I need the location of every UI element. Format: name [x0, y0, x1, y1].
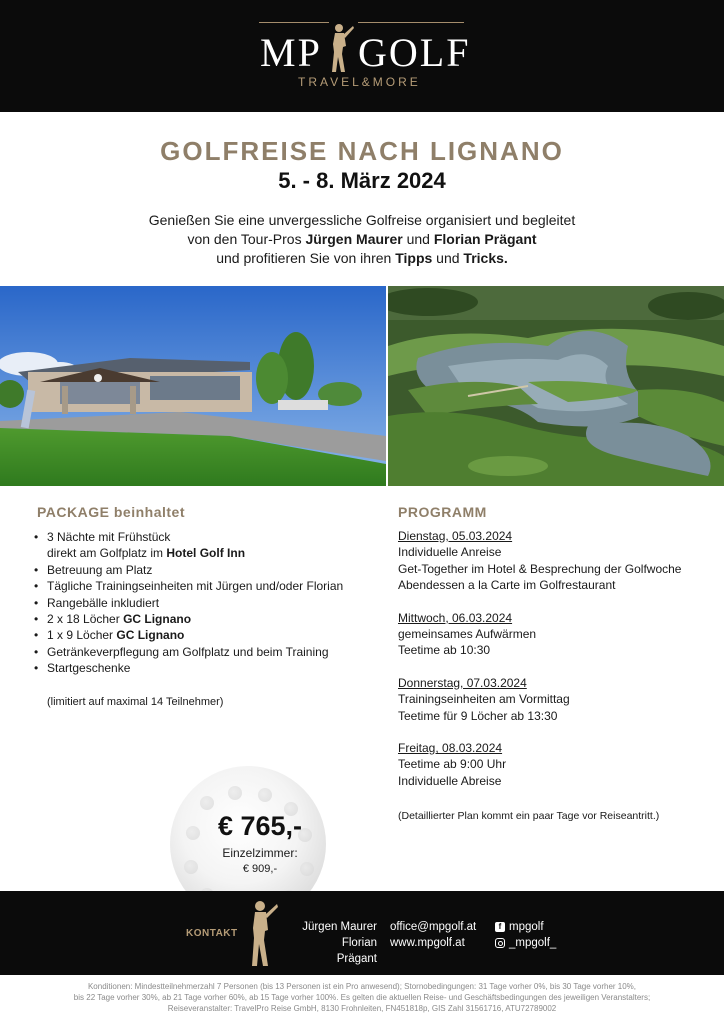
program-day — [398, 610, 718, 659]
logo-text-golf: GOLF — [358, 30, 471, 75]
program-day-date: Freitag, 08.03.2024 — [398, 741, 503, 756]
participant-limit: (limitiert auf maximal 14 Teilnehmer) — [47, 696, 224, 708]
program-day — [398, 528, 718, 594]
program-line: gemeinsames Aufwärmen — [398, 627, 537, 642]
facebook-link[interactable] — [495, 919, 556, 935]
instagram-handle: _mpgolf_ — [509, 937, 557, 949]
package-item — [33, 627, 373, 643]
package-item: • Betreuung am Platz — [33, 562, 373, 578]
contact-label: KONTAKT — [186, 928, 238, 939]
intro-text-part: und profitieren Sie von ihren — [216, 250, 396, 266]
program-day-date: Dienstag, 05.03.2024 — [398, 529, 513, 543]
logo-divider-right — [358, 22, 464, 23]
package-list — [33, 529, 373, 677]
contact-name-1: Jürgen Maurer — [302, 921, 377, 933]
intro-bold-tricks: Tricks. — [463, 250, 508, 266]
package-item: • Tägliche Trainingseinheiten mit Jürgen und/oder Florian — [33, 578, 373, 594]
intro-line-3 — [0, 249, 724, 268]
program-line: Teetime ab 10:30 — [398, 643, 491, 658]
trip-date: 5. - 8. März 2024 — [278, 168, 446, 193]
single-room-price: € 909,- — [242, 863, 278, 875]
single-room-label: Einzelzimmer: — [222, 846, 298, 860]
email-link[interactable]: office@mpgolf.at — [390, 921, 477, 933]
package-item-text: direkt am Golfplatz im — [47, 546, 167, 561]
package-item — [33, 611, 373, 627]
intro-bold-tipps: Tipps — [395, 250, 433, 266]
program-list — [398, 528, 718, 805]
program-day-date: Donnerstag, 07.03.2024 — [398, 675, 527, 690]
ball-dimple — [258, 788, 272, 802]
pro-name-2: Florian Prägant — [433, 231, 537, 247]
program-line: Teetime für 9 Löcher ab 13:30 — [398, 708, 558, 723]
website-link[interactable]: www.mpgolf.at — [390, 937, 465, 949]
logo-divider-left — [259, 22, 329, 23]
program-line: Get-Together im Hotel & Besprechung der Golfwoche — [398, 561, 682, 576]
ball-dimple — [200, 796, 214, 810]
golfer-footer-icon — [245, 898, 279, 968]
intro-text-part: und — [402, 231, 434, 247]
package-item-text: 2 x 18 Löcher — [47, 612, 124, 627]
price-main: € 765,- — [217, 811, 303, 841]
package-item — [33, 529, 373, 562]
hotel-name: Hotel Golf Inn — [166, 546, 246, 561]
golf-course-aerial-photo — [388, 286, 724, 486]
intro-text-part: von den Tour-Pros — [187, 231, 306, 247]
program-day — [398, 740, 718, 789]
conditions-line: bis 22 Tage vorher 30%, ab 21 Tage vorher 60%, ab 15 Tage vorher 100%. Es gelten die aktuellen Reise- und Geschäftsbedingungen des jeweiligen Veranstalters; — [73, 993, 651, 1002]
facebook-icon: f — [495, 922, 505, 932]
program-line: Individuelle Anreise — [398, 545, 502, 560]
package-item: • Getränkeverpflegung am Golfplatz und beim Training — [33, 644, 373, 660]
intro-text-part: und — [432, 250, 464, 266]
contact-name-2: Florian Prägant — [336, 937, 377, 965]
clubhouse-photo — [0, 286, 386, 486]
program-line: Teetime ab 9:00 Uhr — [398, 757, 507, 772]
package-item-text: 3 Nächte mit Frühstück — [47, 530, 171, 544]
package-item: • Startgeschenke — [33, 660, 373, 676]
program-line: Abendessen a la Carte im Golfrestaurant — [398, 578, 616, 593]
program-line: Individuelle Abreise — [398, 773, 502, 788]
package-item: • Rangebälle inkludiert — [33, 595, 373, 611]
course-name: GC Lignano — [123, 612, 192, 627]
logo-tagline: TRAVEL&MORE — [298, 75, 421, 89]
conditions-line: Konditionen: Mindestteilnehmerzahl 7 Personen (bis 13 Personen ist ein Pro anwesend); Stornobedingungen: 31 Tage vorher 0%, bis 30 Tage vorher 10%, — [87, 982, 637, 991]
conditions-text — [20, 981, 704, 1014]
package-heading: PACKAGE beinhaltet — [37, 504, 185, 520]
contact-names — [299, 919, 377, 967]
page-title: GOLFREISE NACH LIGNANO — [160, 136, 564, 166]
intro-text — [0, 211, 724, 268]
package-item-subline — [47, 545, 373, 561]
header-bar — [0, 0, 724, 112]
intro-line-1: Genießen Sie eine unvergessliche Golfreise organisiert und begleitet — [148, 212, 576, 228]
instagram-icon — [495, 938, 505, 948]
golfer-logo-icon — [326, 22, 356, 74]
pro-name-1: Jürgen Maurer — [305, 231, 403, 247]
program-heading: PROGRAMM — [398, 504, 487, 520]
package-item-text: 1 x 9 Löcher — [47, 628, 117, 643]
contact-info — [390, 919, 476, 951]
program-line: Trainingseinheiten am Vormittag — [398, 692, 570, 707]
facebook-handle: mpgolf — [509, 921, 544, 933]
program-day — [398, 675, 718, 724]
program-day-date: Mittwoch, 06.03.2024 — [398, 610, 513, 625]
conditions-line: Reiseveranstalter: TravelPro Reise GmbH, 8130 Frohnleiten, FN451818p, GIS Zahl 31561716, ATU72789002 — [167, 1004, 557, 1013]
instagram-link[interactable] — [495, 935, 556, 951]
intro-line-2 — [0, 230, 724, 249]
social-links — [495, 919, 556, 951]
program-note: (Detaillierter Plan kommt ein paar Tage vor Reiseantritt.) — [398, 810, 660, 822]
course-name: GC Lignano — [116, 628, 185, 643]
logo-text-mp: MP — [260, 30, 322, 75]
ball-dimple — [228, 786, 242, 800]
